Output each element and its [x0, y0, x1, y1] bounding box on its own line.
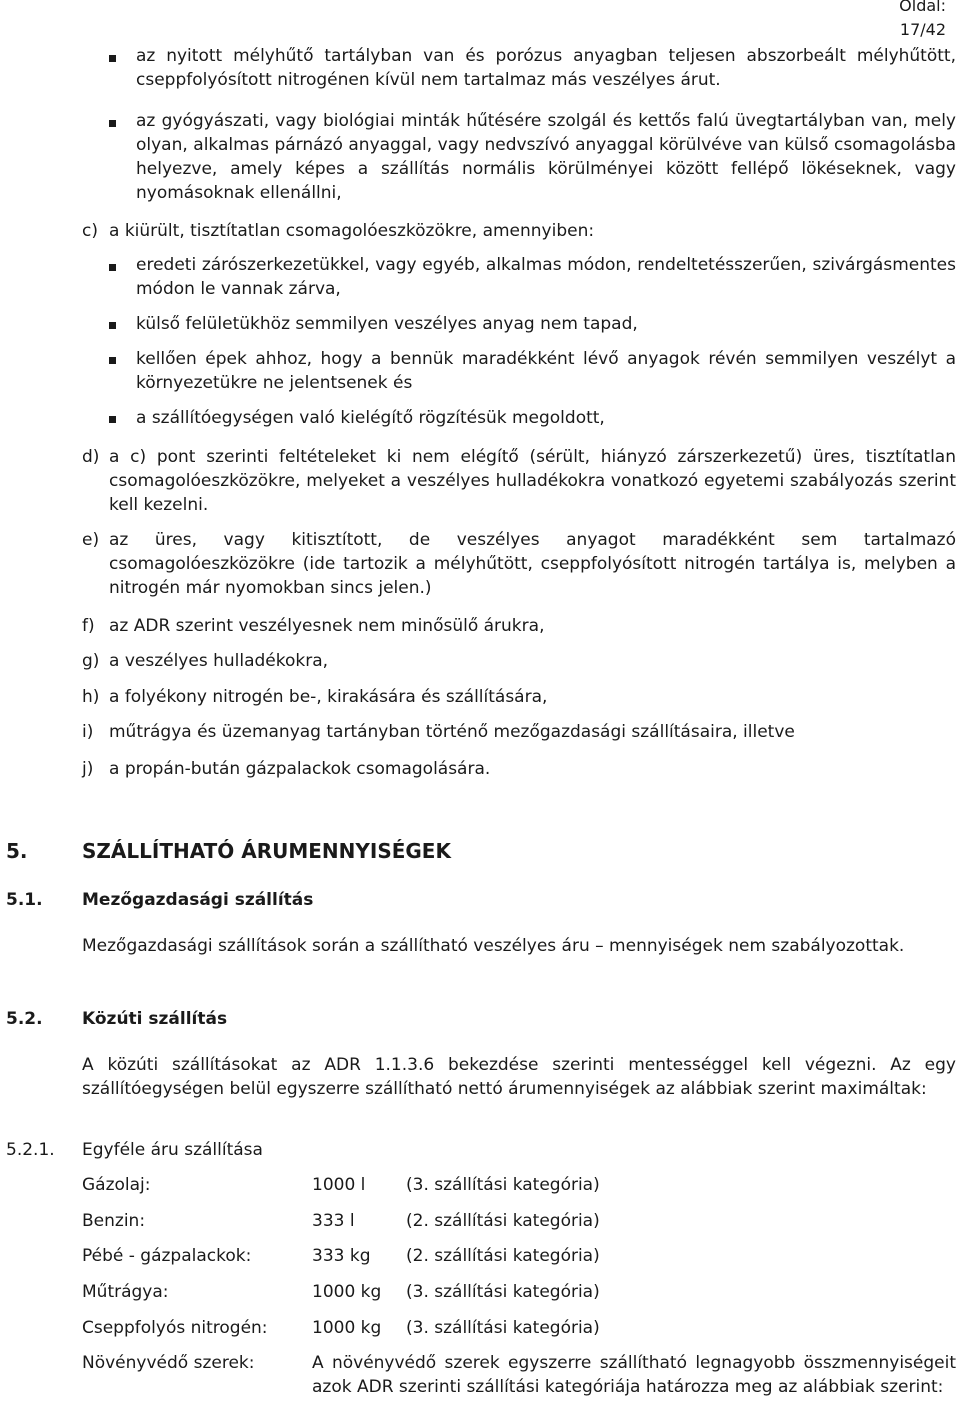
section-number: 5.1. [6, 890, 43, 910]
list-item-label: g) [82, 651, 100, 671]
list-item-text: az üres, vagy kitisztított, de veszélyes anyagot maradékként sem tartalmazó csomagolóeszközökre (ide tartozik a mélyhűtött, cseppfolyósított nitrogén tartálya is, melyben a nitrogén már nyomokban sincs jelen.) [109, 530, 956, 598]
item-amount: 1000 kg [312, 1318, 382, 1338]
subsection-title: Egyféle áru szállítása [82, 1140, 263, 1160]
list-item-text: az ADR szerint veszélyesnek nem minősülő árukra, [109, 616, 545, 636]
page-label: Oldal: [899, 0, 946, 15]
bullet-text: eredeti zárószerkezetükkel, vagy egyéb, alkalmas módon, rendeltetésszerűen, szivárgásmentes módon le vannak zárva, [136, 255, 956, 299]
section-title: SZÁLLÍTHATÓ ÁRUMENNYISÉGEK [82, 839, 451, 863]
list-item-label: j) [82, 759, 94, 779]
bullet-icon [109, 416, 116, 423]
item-name: Gázolaj: [82, 1175, 151, 1195]
list-item-label: h) [82, 687, 100, 707]
list-item-label: i) [82, 722, 94, 742]
bullet-icon [109, 264, 116, 271]
list-item-text: a propán-bután gázpalackok csomagolására. [109, 759, 491, 779]
bullet-icon [109, 322, 116, 329]
bullet-icon [109, 55, 116, 62]
list-item-label: e) [82, 530, 100, 550]
list-item-label: d) [82, 447, 100, 467]
list-item-label: f) [82, 616, 95, 636]
bullet-text: az gyógyászati, vagy biológiai minták hűtésére szolgál és kettős falú üvegtartályban van, mely olyan, alkalmas párnázó anyaggal, vagy nedvszívó anyaggal körülvéve van külső csomagolásba helyezve, amely képes a szállítás normális körülményei között fellépő lökéseknek, vagy nyomásoknak ellenállni, [136, 111, 956, 203]
item-name: Műtrágya: [82, 1282, 169, 1302]
item-name: Benzin: [82, 1211, 146, 1231]
section-body: A közúti szállításokat az ADR 1.1.3.6 bekezdése szerinti mentességgel kell végezni. Az egy szállítóegységen belül egyszerre szállítható nettó árumennyiségek az alábbiak szerint maximáltak: [82, 1055, 956, 1099]
item-name: Növényvédő szerek: [82, 1353, 255, 1373]
item-amount: 1000 l [312, 1175, 366, 1195]
bullet-icon [109, 357, 116, 364]
subsection-number: 5.2.1. [6, 1140, 55, 1160]
section-number: 5. [6, 839, 28, 863]
bullet-text: az nyitott mélyhűtő tartályban van és porózus anyagban teljesen abszorbeált mélyhűtött, cseppfolyósított nitrogénen kívül nem tartalmaz más veszélyes árut. [136, 46, 956, 90]
bullet-icon [109, 120, 116, 127]
section-title: Közúti szállítás [82, 1009, 228, 1029]
item-name: Cseppfolyós nitrogén: [82, 1318, 268, 1338]
bullet-text: a szállítóegységen való kielégítő rögzítésük megoldott, [136, 408, 605, 428]
list-item-text: a folyékony nitrogén be-, kirakására és szállítására, [109, 687, 548, 707]
item-category: (2. szállítási kategória) [406, 1246, 600, 1266]
bullet-text: kellően épek ahhoz, hogy a bennük maradékként lévő anyagok révén semmilyen veszélyt a környezetükre ne jelentsenek és [136, 349, 956, 393]
item-category: (3. szállítási kategória) [406, 1175, 600, 1195]
list-item-text: a c) pont szerinti feltételeket ki nem elégítő (sérült, hiányzó zárszerkezetű) üres, tisztítatlan csomagolóeszközökre, melyeket a veszélyes hulladékokra vonatkozó egyetemi szabályozás szerint kell kezelni. [109, 447, 956, 515]
item-name: Pébé - gázpalackok: [82, 1246, 252, 1266]
section-title: Mezőgazdasági szállítás [82, 890, 314, 910]
item-category: (3. szállítási kategória) [406, 1318, 600, 1338]
page-count: 17/42 [899, 20, 946, 39]
item-amount: 333 kg [312, 1246, 371, 1266]
item-amount: 333 l [312, 1211, 355, 1231]
page-number [899, 0, 946, 42]
list-item-label: c) [82, 221, 98, 241]
list-item-text: műtrágya és üzemanyag tartányban történő mezőgazdasági szállításaira, illetve [109, 722, 795, 742]
section-number: 5.2. [6, 1009, 43, 1029]
item-amount: 1000 kg [312, 1282, 382, 1302]
list-item-text: a kiürült, tisztítatlan csomagolóeszközökre, amennyiben: [109, 221, 595, 241]
bullet-text: külső felületükhöz semmilyen veszélyes anyag nem tapad, [136, 314, 638, 334]
section-body: Mezőgazdasági szállítások során a szállítható veszélyes áru – mennyiségek nem szabályozottak. [82, 936, 905, 956]
item-category: (3. szállítási kategória) [406, 1282, 600, 1302]
item-category: (2. szállítási kategória) [406, 1211, 600, 1231]
list-item-text: a veszélyes hulladékokra, [109, 651, 329, 671]
item-description: A növényvédő szerek egyszerre szállítható legnagyobb összmennyiségeit azok ADR szerinti szállítási kategóriája határozza meg az alábbiak szerint: [312, 1353, 956, 1397]
